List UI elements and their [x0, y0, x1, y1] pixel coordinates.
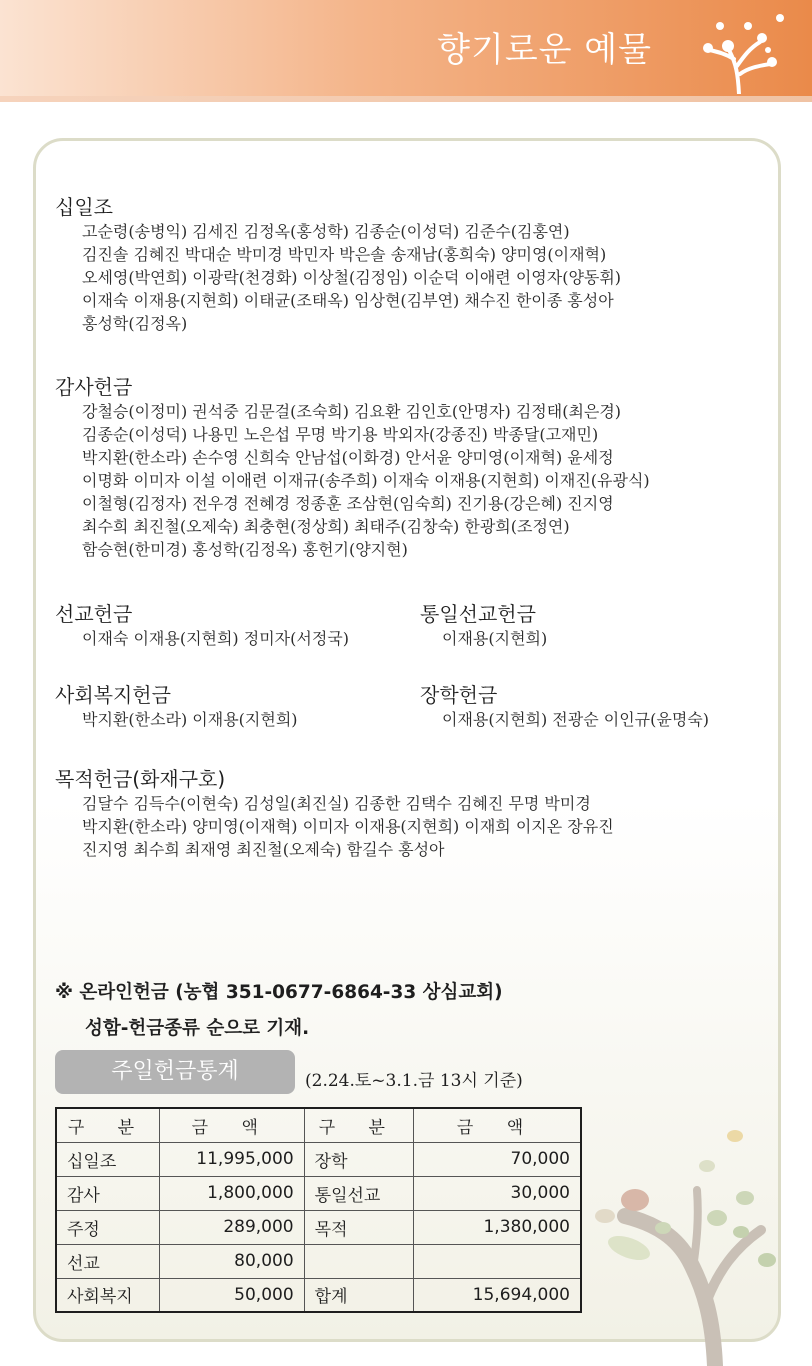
amount-cell: 50,000 — [159, 1278, 304, 1312]
category-cell: 목적 — [304, 1210, 413, 1244]
amount-cell: 1,800,000 — [159, 1176, 304, 1210]
table-row — [56, 1210, 581, 1244]
name-line: 김진솔 김혜진 박대순 박미경 박민자 박은솔 송재남(홍희숙) 양미영(이재혁) — [82, 245, 607, 264]
column-header: 금 액 — [414, 1108, 582, 1142]
name-line: 최수희 최진철(오제숙) 최충현(정상희) 최태주(김창숙) 한광희(조정연) — [82, 517, 570, 536]
section-names — [420, 708, 709, 731]
table-row — [56, 1278, 581, 1312]
stats-badge: 주일헌금통계 — [55, 1050, 295, 1094]
column-header: 구 분 — [304, 1108, 413, 1142]
category-cell: 선교 — [56, 1244, 159, 1278]
name-line: 진지영 최수희 최재영 최진철(오제숙) 함길수 홍성아 — [82, 840, 445, 859]
category-cell: 장학 — [304, 1142, 413, 1176]
amount-cell: 1,380,000 — [414, 1210, 582, 1244]
name-line: 오세영(박연희) 이광락(천경화) 이상철(김정임) 이순덕 이애련 이영자(양동휘) — [82, 268, 622, 287]
offering-stats-table — [55, 1107, 582, 1313]
name-line: 강철승(이정미) 권석중 김문걸(조숙희) 김요환 김인호(안명자) 김정태(최은경) — [82, 402, 622, 421]
name-line: 이철형(김정자) 전우경 전혜경 정종훈 조삼현(임숙희) 진기용(강은혜) 진지영 — [82, 494, 614, 513]
welfare-section — [55, 682, 298, 731]
category-cell: 주정 — [56, 1210, 159, 1244]
unification-mission-section — [420, 601, 547, 650]
amount-cell: 70,000 — [414, 1142, 582, 1176]
table-row — [56, 1244, 581, 1278]
name-line: 박지환(한소라) 이재용(지현희) — [82, 710, 298, 729]
section-names — [55, 792, 614, 861]
name-line: 박지환(한소라) 양미영(이재혁) 이미자 이재용(지현희) 이재희 이지온 장유진 — [82, 817, 614, 836]
section-names — [55, 627, 349, 650]
scholarship-section — [420, 682, 709, 731]
amount-cell: 80,000 — [159, 1244, 304, 1278]
name-line: 김달수 김득수(이현숙) 김성일(최진실) 김종한 김택수 김혜진 무명 박미경 — [82, 794, 591, 813]
mission-section — [55, 601, 349, 650]
online-instruction-line: 성함-헌금종류 순으로 기재. — [85, 1018, 310, 1039]
amount-cell: 30,000 — [414, 1176, 582, 1210]
name-line: 이재용(지현희) 전광순 이인규(윤명숙) — [442, 710, 709, 729]
category-cell: 감사 — [56, 1176, 159, 1210]
name-line: 박지환(한소라) 손수영 신희숙 안남섭(이화경) 안서윤 양미영(이재혁) 윤세정 — [82, 448, 614, 467]
page-header — [0, 0, 812, 96]
name-line: 이재용(지현희) — [442, 629, 548, 648]
online-offering-notice — [55, 975, 503, 1047]
section-title: 감사헌금 — [55, 375, 133, 399]
name-line: 이재숙 이재용(지현희) 정미자(서정국) — [82, 629, 349, 648]
amount-cell — [414, 1244, 582, 1278]
tithe-section — [55, 194, 621, 335]
category-cell: 사회복지 — [56, 1278, 159, 1312]
thanks-section — [55, 374, 650, 561]
name-line: 홍성학(김정옥) — [82, 314, 188, 333]
section-names — [55, 708, 298, 731]
purpose-section — [55, 766, 614, 861]
section-names — [55, 400, 650, 561]
header-divider — [0, 96, 812, 102]
table-row — [56, 1176, 581, 1210]
section-title: 통일선교헌금 — [420, 602, 536, 626]
category-cell — [304, 1244, 413, 1278]
column-header: 금 액 — [159, 1108, 304, 1142]
amount-cell: 11,995,000 — [159, 1142, 304, 1176]
section-title: 사회복지헌금 — [55, 683, 171, 707]
amount-cell: 289,000 — [159, 1210, 304, 1244]
section-title: 목적헌금(화재구호) — [55, 767, 226, 791]
tree-decoration-icon — [684, 4, 794, 94]
category-cell: 십일조 — [56, 1142, 159, 1176]
name-line: 함승현(한미경) 홍성학(김정옥) 홍헌기(양지현) — [82, 540, 408, 559]
stats-period: (2.24.토~3.1.금 13시 기준) — [305, 1071, 523, 1091]
section-title: 선교헌금 — [55, 602, 133, 626]
section-title: 장학헌금 — [420, 683, 498, 707]
section-names — [420, 627, 547, 650]
online-account-line: ※ 온라인헌금 (농협 351-0677-6864-33 상심교회) — [55, 982, 503, 1003]
column-header: 구 분 — [56, 1108, 159, 1142]
category-cell: 통일선교 — [304, 1176, 413, 1210]
name-line: 고순령(송병익) 김세진 김정옥(홍성학) 김종순(이성덕) 김준수(김홍연) — [82, 222, 570, 241]
amount-cell: 15,694,000 — [414, 1278, 582, 1312]
name-line: 김종순(이성덕) 나용민 노은섭 무명 박기용 박외자(강종진) 박종달(고재민) — [82, 425, 599, 444]
page-title: 향기로운 예물 — [437, 30, 652, 70]
section-title: 십일조 — [55, 195, 113, 219]
table-header-row — [56, 1108, 581, 1142]
section-names — [55, 220, 621, 335]
category-cell: 합계 — [304, 1278, 413, 1312]
tree-illustration-icon — [585, 1120, 805, 1366]
name-line: 이명화 이미자 이설 이애련 이재규(송주희) 이재숙 이재용(지현희) 이재진(유광식) — [82, 471, 650, 490]
name-line: 이재숙 이재용(지현희) 이태균(조태옥) 임상현(김부연) 채수진 한이종 홍성아 — [82, 291, 614, 310]
table-row — [56, 1142, 581, 1176]
